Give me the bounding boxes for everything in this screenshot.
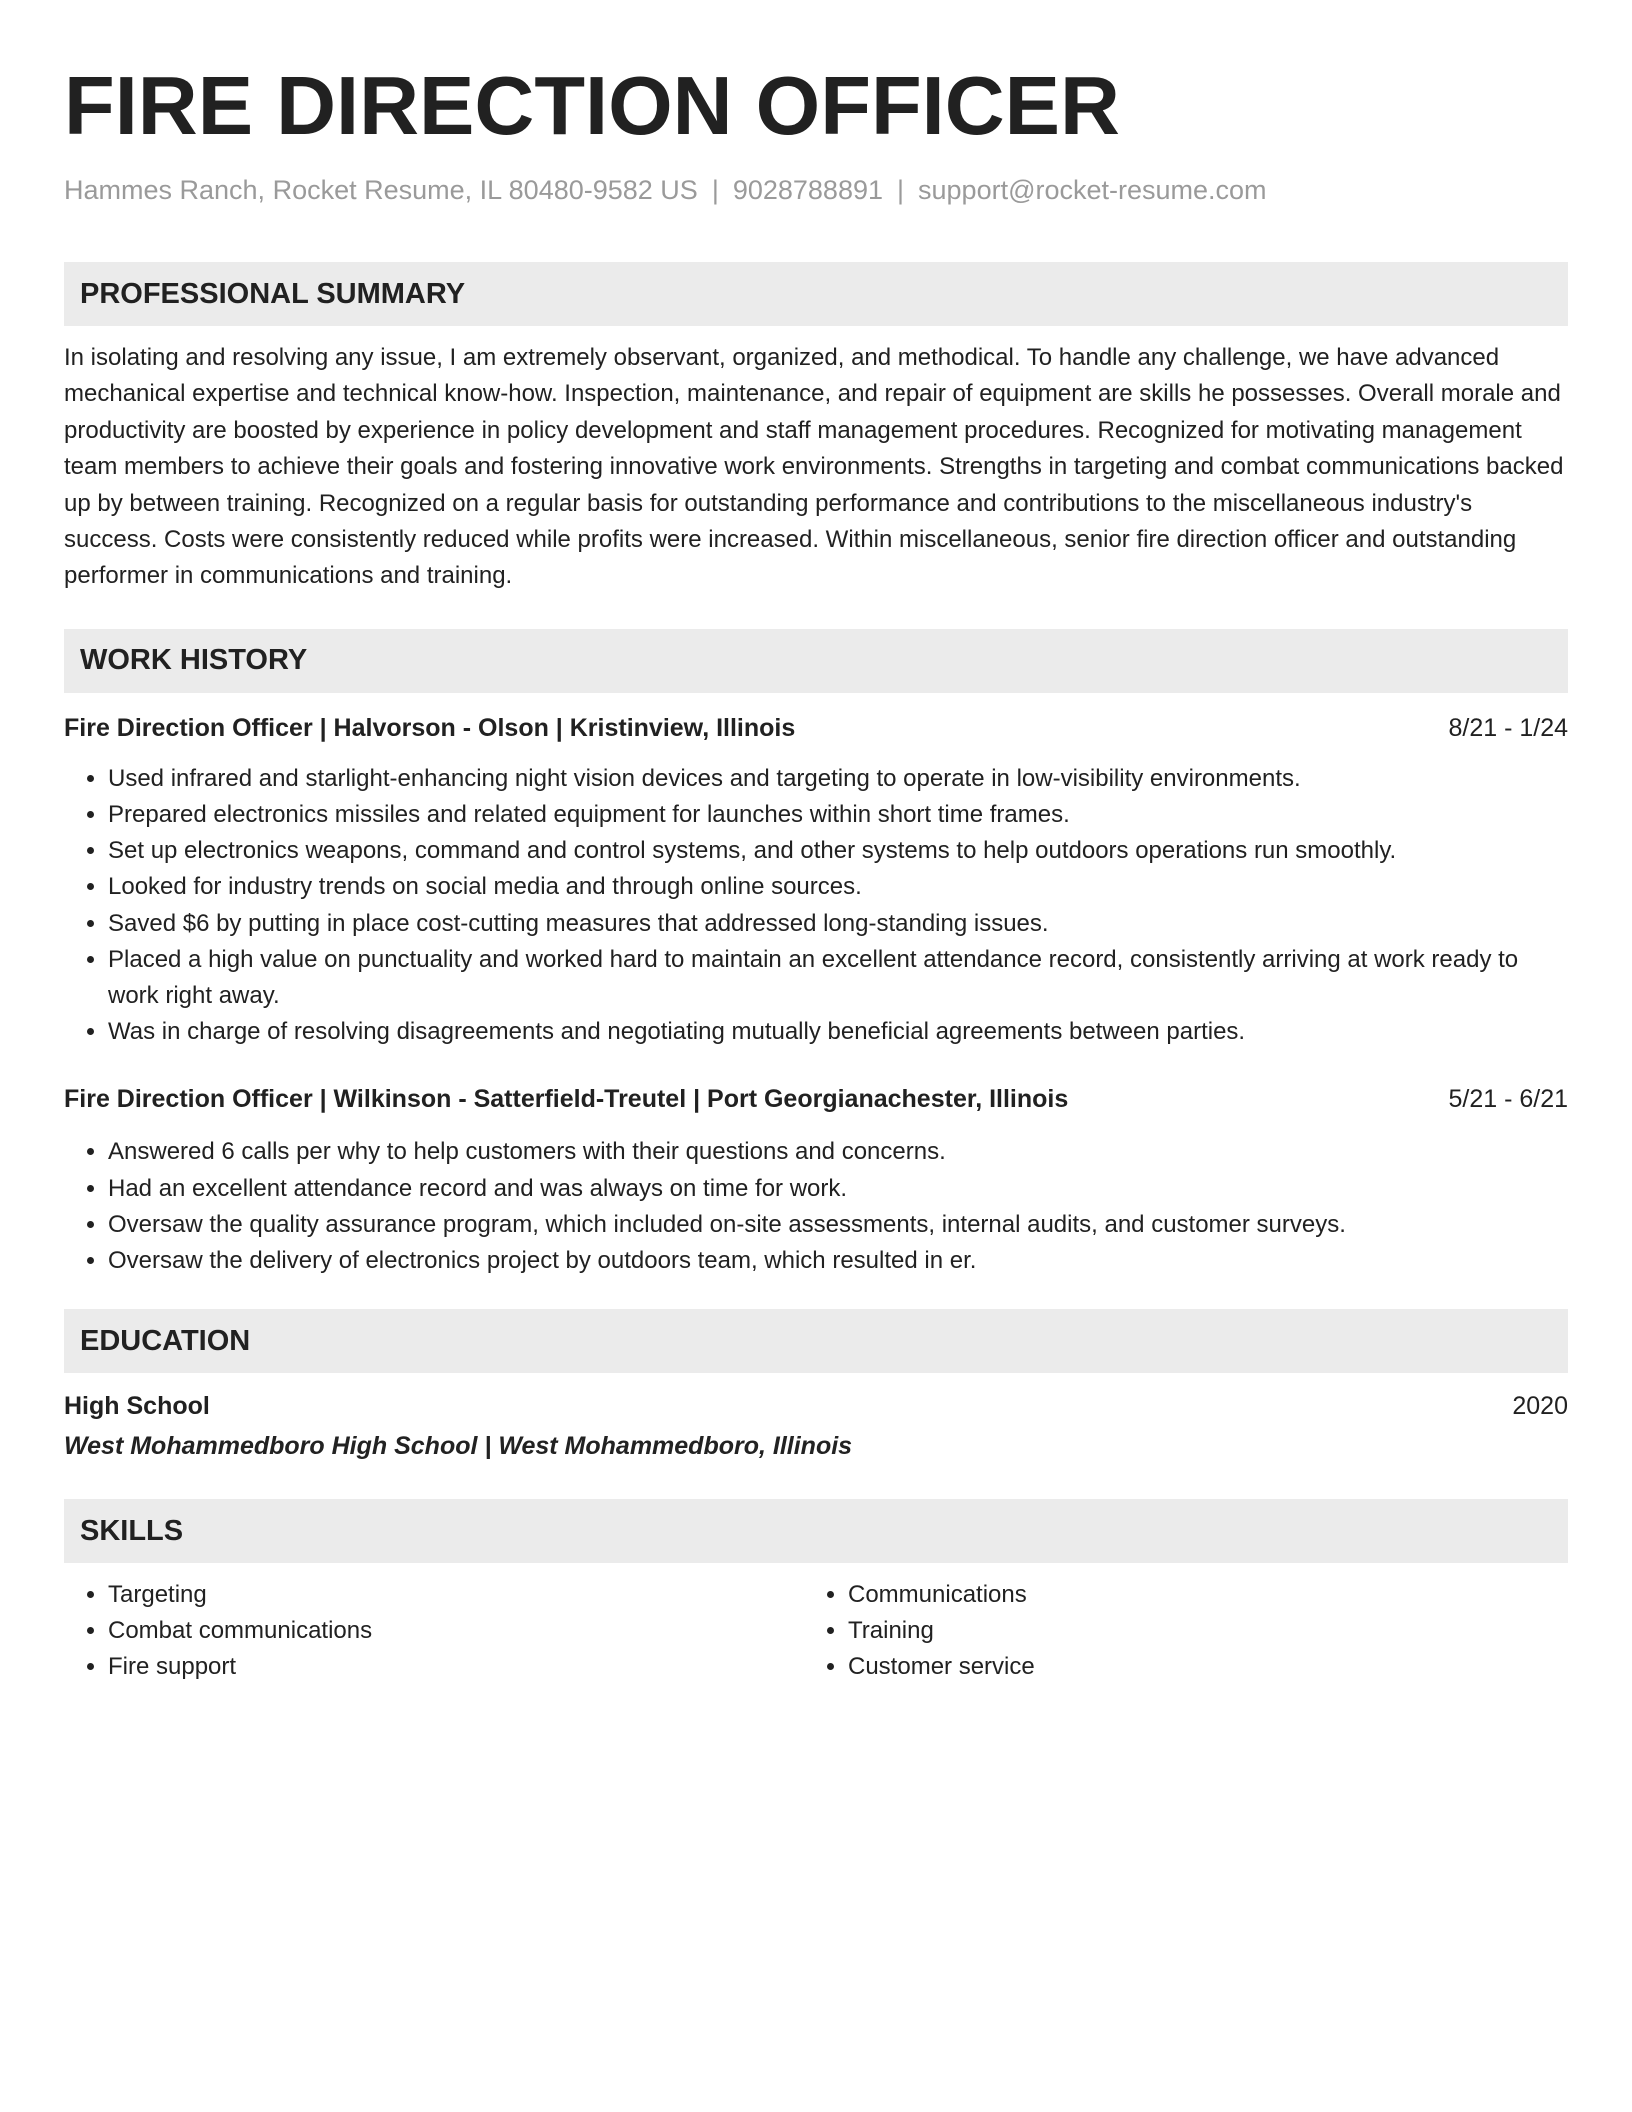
job-entry — [64, 1082, 1568, 1279]
section-heading-summary: PROFESSIONAL SUMMARY — [64, 262, 1568, 326]
education-degree: High School — [64, 1392, 210, 1421]
section-heading-work-history: WORK HISTORY — [64, 629, 1568, 693]
education-year: 2020 — [1512, 1392, 1568, 1421]
job-bullet: • Used infrared and starlight-enhancing night vision devices and targeting to operate in low-visibility environments. — [108, 761, 1568, 797]
resume-name: FIRE DIRECTION OFFICER — [64, 59, 1120, 152]
contact-address: Hammes Ranch, Rocket Resume, IL 80480-9582 US — [64, 175, 698, 205]
job-bullet-list — [64, 761, 1568, 1051]
skills-column-left — [64, 1577, 804, 1685]
job-bullet: • Was in charge of resolving disagreements and negotiating mutually beneficial agreements between parties. — [108, 1014, 1568, 1050]
contact-phone: 9028788891 — [732, 175, 883, 205]
job-header — [64, 1082, 1568, 1116]
job-bullet: • Answered 6 calls per why to help customers with their questions and concerns. — [108, 1134, 1568, 1170]
job-bullet-list — [64, 1134, 1568, 1279]
education-header — [64, 1389, 1568, 1423]
job-bullet: • Prepared electronics missiles and related equipment for launches within short time frames. — [108, 797, 1568, 833]
skills-grid — [64, 1577, 1568, 1685]
job-title: Fire Direction Officer | Wilkinson - Satterfield-Treutel | Port Georgianachester, Illinois — [64, 1085, 1069, 1114]
job-title: Fire Direction Officer | Halvorson - Olson | Kristinview, Illinois — [64, 713, 796, 742]
job-header — [64, 711, 1568, 745]
job-entry — [64, 711, 1568, 1051]
skill-item: • Communications — [848, 1577, 1544, 1613]
job-bullet: • Saved $6 by putting in place cost-cutting measures that addressed long-standing issues. — [108, 906, 1568, 942]
education-entry — [64, 1389, 1568, 1463]
skill-item: • Combat communications — [108, 1613, 804, 1649]
skill-item: • Fire support — [108, 1649, 804, 1685]
skill-item: • Training — [848, 1613, 1544, 1649]
contact-email: support@rocket-resume.com — [918, 175, 1267, 205]
skills-list — [804, 1577, 1544, 1685]
job-bullet: • Oversaw the quality assurance program, which included on-site assessments, internal audits, and customer surveys. — [108, 1207, 1568, 1243]
summary-text: In isolating and resolving any issue, I am extremely observant, organized, and methodical. To handle any challenge, we have advanced mechanical expertise and technical know-how. Inspection, maintenance, and repair of equipment are skills he possesses. Overall morale and productivity are boosted by experience in policy development and staff management procedures. Recognized for motivating management team members to achieve their goals and fostering innovative work environments. Strengths in targeting and combat communications backed up by between training. Recognized on a regular basis for outstanding performance and contributions to the miscellaneous industry's success. Costs were consistently reduced while profits were increased. Within miscellaneous, senior fire direction officer and outstanding performer in communications and training. — [64, 344, 1564, 590]
job-bullet: • Placed a high value on punctuality and worked hard to maintain an excellent attendance record, consistently arriving at work ready to work right away. — [108, 942, 1568, 1014]
job-bullet: • Set up electronics weapons, command and control systems, and other systems to help outdoors operations run smoothly. — [108, 833, 1568, 869]
job-bullet: • Had an excellent attendance record and was always on time for work. — [108, 1171, 1568, 1207]
contact-line — [64, 172, 1568, 208]
contact-separator: | — [711, 175, 719, 205]
job-bullet: • Looked for industry trends on social media and through online sources. — [108, 869, 1568, 905]
education-school: West Mohammedboro High School | West Mohammedboro, Illinois — [64, 1432, 853, 1461]
contact-separator: | — [897, 175, 905, 205]
section-heading-skills: SKILLS — [64, 1499, 1568, 1563]
skills-column-right — [804, 1577, 1544, 1685]
skills-list — [64, 1577, 804, 1685]
skill-item: • Targeting — [108, 1577, 804, 1613]
job-bullet: • Oversaw the delivery of electronics project by outdoors team, which resulted in er. — [108, 1243, 1568, 1279]
job-dates: 5/21 - 6/21 — [1448, 1085, 1568, 1114]
job-dates: 8/21 - 1/24 — [1448, 713, 1568, 742]
skill-item: • Customer service — [848, 1649, 1544, 1685]
section-heading-education: EDUCATION — [64, 1309, 1568, 1373]
